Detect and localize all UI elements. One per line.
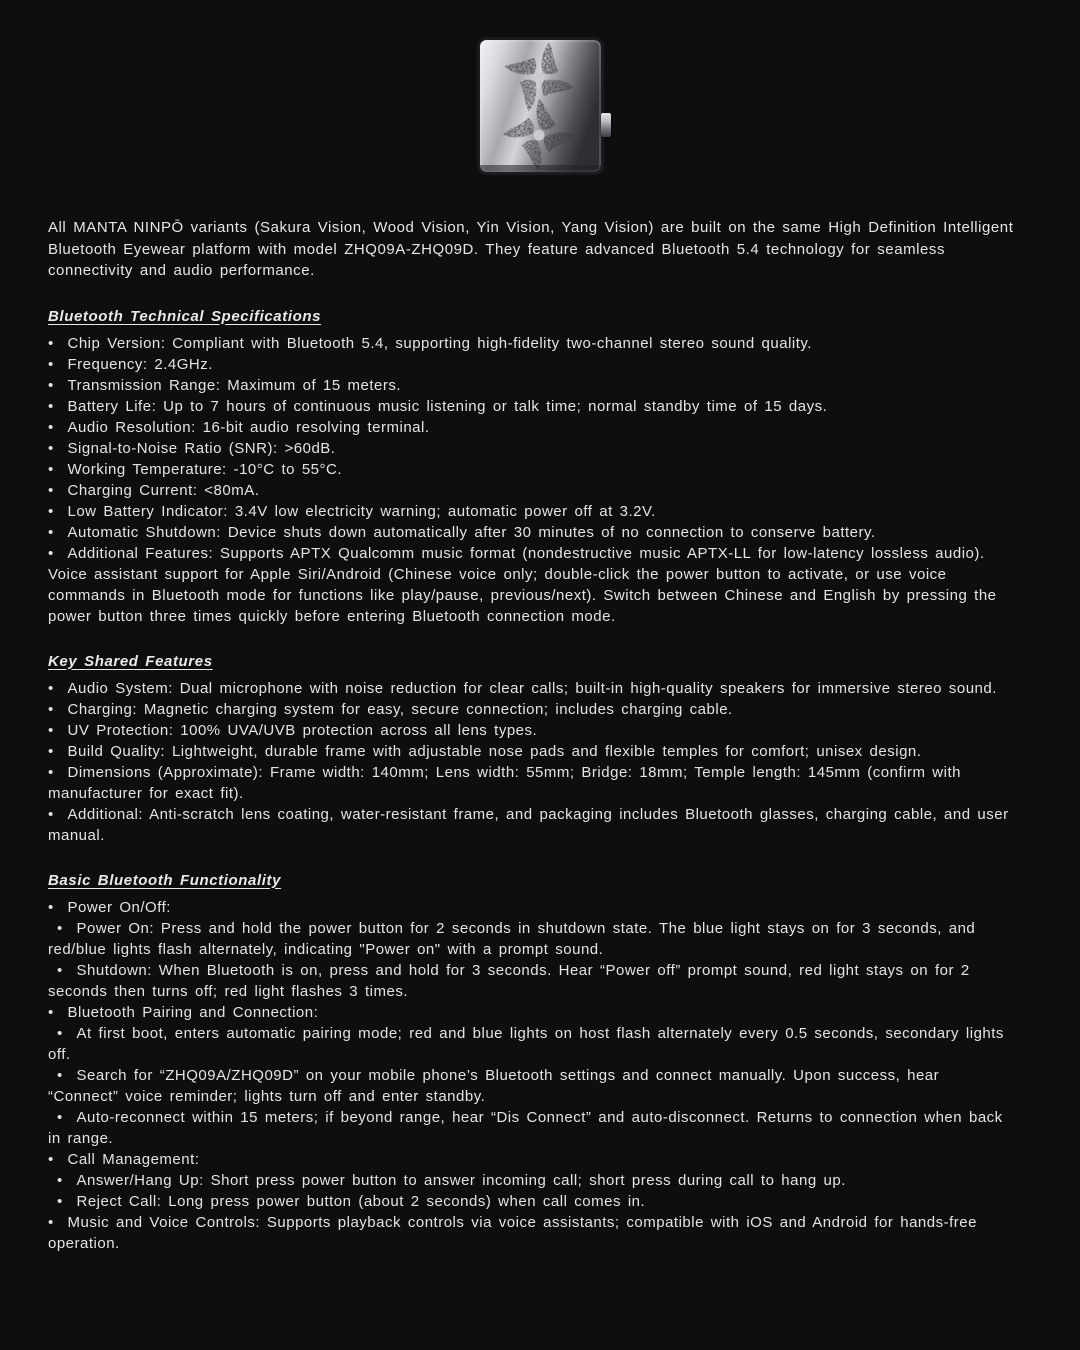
feature-item: • Build Quality: Lightweight, durable frame with adjustable nose pads and flexible temples for comfort; unisex design. [48, 741, 1016, 762]
functionality-item: • Bluetooth Pairing and Connection: [48, 1002, 1016, 1023]
section-title-bluetooth-specs: Bluetooth Technical Specifications [48, 307, 322, 325]
spec-item: • Frequency: 2.4GHz. [48, 354, 1016, 375]
spec-item: • Audio Resolution: 16-bit audio resolving terminal. [48, 417, 1016, 438]
spec-item: • Chip Version: Compliant with Bluetooth 5.4, supporting high-fidelity two-channel stereo sound quality. [48, 333, 1016, 354]
feature-item: • Dimensions (Approximate): Frame width: 140mm; Lens width: 55mm; Bridge: 18mm; Temple length: 145mm (confirm with manufacturer for exact fit). [48, 762, 1016, 804]
spec-item: • Low Battery Indicator: 3.4V low electricity warning; automatic power off at 3.2V. [48, 501, 1016, 522]
functionality-subitem: • Reject Call: Long press power button (about 2 seconds) when call comes in. [48, 1191, 1016, 1212]
spec-item: • Additional Features: Supports APTX Qualcomm music format (nondestructive music APTX-LL for low-latency lossless audio). Voice assistant support for Apple Siri/Android (Chinese voice only; double-click the power button to activate, or use voice commands in Bluetooth mode for functions like play/pause, previous/next). Switch between Chinese and English by pressing the power button three times quickly before entering Bluetooth connection mode. [48, 543, 1016, 627]
metal-case-image [477, 37, 604, 175]
feature-item: • Audio System: Dual microphone with noise reduction for clear calls; built-in high-quality speakers for immersive stereo sound. [48, 678, 1016, 699]
metal-case-illustration [477, 37, 604, 175]
feature-item: • Charging: Magnetic charging system for easy, secure connection; includes charging cable. [48, 699, 1016, 720]
functionality-item: • Music and Voice Controls: Supports playback controls via voice assistants; compatible with iOS and Android for hands-free operation. [48, 1212, 1016, 1254]
feature-item: • UV Protection: 100% UVA/UVB protection across all lens types. [48, 720, 1016, 741]
case-clasp [601, 113, 611, 137]
spec-item: • Battery Life: Up to 7 hours of continuous music listening or talk time; normal standby time of 15 days. [48, 396, 1016, 417]
intro-paragraph: All MANTA NINPŌ variants (Sakura Vision, Wood Vision, Yin Vision, Yang Vision) are built on the same High Definition Intelligent Bluetooth Eyewear platform with model ZHQ09A-ZHQ09D. They feature advanced Bluetooth 5.4 technology for seamless connectivity and audio performance. [48, 219, 1014, 279]
functionality-item: • Call Management: [48, 1149, 1016, 1170]
spec-item: • Automatic Shutdown: Device shuts down automatically after 30 minutes of no connection to conserve battery. [48, 522, 1016, 543]
functionality-subitem: • Power On: Press and hold the power button for 2 seconds in shutdown state. The blue light stays on for 3 seconds, and red/blue lights flash alternately, indicating "Power on" with a prompt sound. [48, 918, 1016, 960]
functionality-subitem: • Answer/Hang Up: Short press power button to answer incoming call; short press during call to hang up. [48, 1170, 1016, 1191]
feature-item: • Additional: Anti-scratch lens coating, water-resistant frame, and packaging includes Bluetooth glasses, charging cable, and user manual. [48, 804, 1016, 846]
functionality-subitem: • Search for “ZHQ09A/ZHQ09D” on your mobile phone’s Bluetooth settings and connect manually. Upon success, hear “Connect” voice reminder; lights turn off and enter standby. [48, 1065, 1016, 1107]
section-title-key-features: Key Shared Features [48, 652, 213, 670]
spec-item: • Working Temperature: -10°C to 55°C. [48, 459, 1016, 480]
functionality-subitem: • Shutdown: When Bluetooth is on, press and hold for 3 seconds. Hear “Power off” prompt sound, red light stays on for 2 seconds then turns off; red light flashes 3 times. [48, 960, 1016, 1002]
spec-item: • Signal-to-Noise Ratio (SNR): >60dB. [48, 438, 1016, 459]
description-content [0, 217, 1080, 1254]
spec-item: • Transmission Range: Maximum of 15 meters. [48, 375, 1016, 396]
section-title-basic-functionality: Basic Bluetooth Functionality [48, 871, 282, 889]
functionality-subitem: • At first boot, enters automatic pairing mode; red and blue lights on host flash alternately every 0.5 seconds, secondary lights off. [48, 1023, 1016, 1065]
spec-item: • Charging Current: <80mA. [48, 480, 1016, 501]
functionality-subitem: • Auto-reconnect within 15 meters; if beyond range, hear “Dis Connect” and auto-disconnect. Returns to connection when back in range. [48, 1107, 1016, 1149]
functionality-item: • Power On/Off: [48, 897, 1016, 918]
product-image-area [0, 0, 1080, 175]
